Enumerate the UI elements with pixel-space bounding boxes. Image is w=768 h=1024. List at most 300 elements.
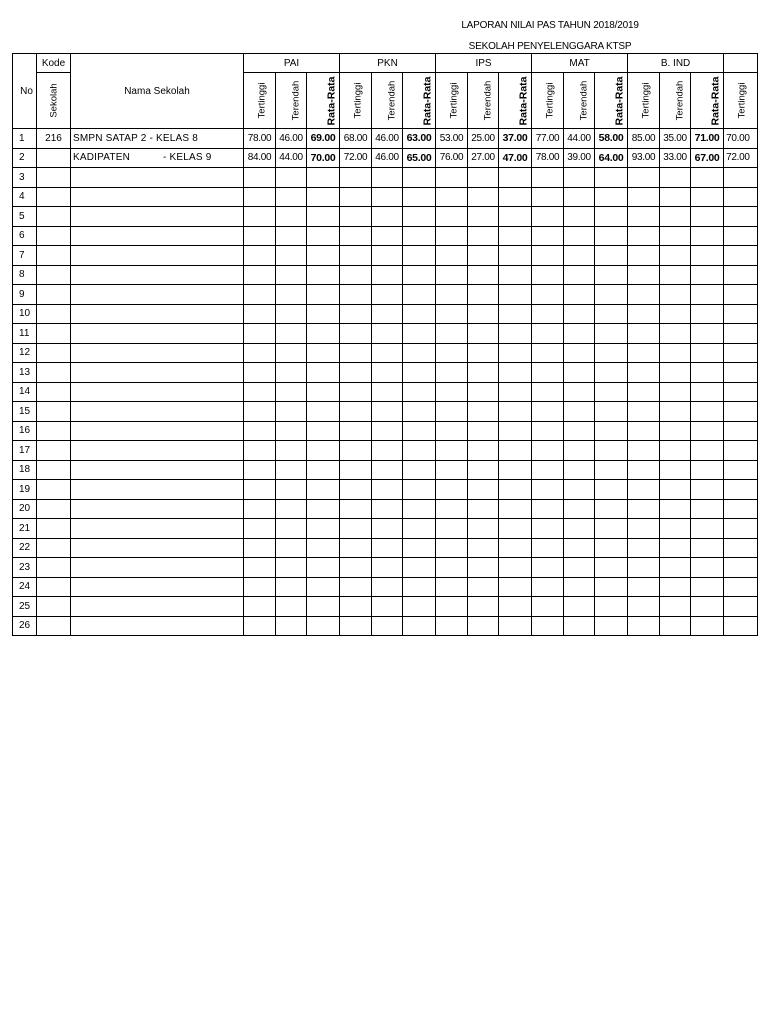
empty-cell (660, 226, 691, 246)
header-terendah: Terendah (276, 73, 307, 129)
average-value: 63.00 (403, 129, 436, 149)
table-row (13, 499, 758, 519)
row-number: 9 (13, 285, 37, 305)
empty-cell (628, 519, 660, 539)
empty-cell (628, 577, 660, 597)
empty-cell (71, 538, 244, 558)
empty-cell (499, 324, 532, 344)
empty-cell (628, 246, 660, 266)
empty-cell (595, 265, 628, 285)
empty-cell (595, 480, 628, 500)
header-rata: Rata-Rata (499, 73, 532, 129)
header-nama-sekolah: Nama Sekolah (71, 54, 244, 129)
grades-table (12, 53, 758, 636)
empty-cell (244, 246, 276, 266)
empty-cell (595, 558, 628, 578)
empty-cell (724, 324, 758, 344)
empty-cell (468, 168, 499, 188)
empty-cell (244, 597, 276, 617)
empty-cell (724, 421, 758, 441)
row-number: 24 (13, 577, 37, 597)
table-row (13, 285, 758, 305)
lowest-value: 27.00 (468, 148, 499, 168)
lowest-value: 44.00 (276, 148, 307, 168)
empty-cell (372, 265, 403, 285)
empty-cell (499, 343, 532, 363)
empty-cell (340, 207, 372, 227)
empty-cell (276, 480, 307, 500)
empty-cell (244, 304, 276, 324)
empty-cell (660, 460, 691, 480)
empty-cell (244, 382, 276, 402)
empty-cell (372, 207, 403, 227)
empty-cell (403, 207, 436, 227)
header-tertinggi: Tertinggi (436, 73, 468, 129)
empty-cell (595, 343, 628, 363)
empty-cell (595, 285, 628, 305)
empty-cell (403, 363, 436, 383)
empty-cell (660, 558, 691, 578)
row-number: 18 (13, 460, 37, 480)
empty-cell (71, 402, 244, 422)
empty-cell (499, 480, 532, 500)
empty-cell (564, 538, 595, 558)
table-row (13, 519, 758, 539)
empty-cell (724, 304, 758, 324)
table-row (13, 616, 758, 636)
empty-cell (564, 402, 595, 422)
average-value: 70.00 (307, 148, 340, 168)
empty-cell (307, 480, 340, 500)
empty-cell (468, 207, 499, 227)
empty-cell (244, 480, 276, 500)
empty-cell (468, 577, 499, 597)
empty-cell (628, 285, 660, 305)
empty-cell (724, 265, 758, 285)
highest-value: 53.00 (436, 129, 468, 149)
empty-cell (628, 207, 660, 227)
table-row (13, 148, 758, 168)
header-terendah: Terendah (468, 73, 499, 129)
empty-cell (595, 441, 628, 461)
empty-cell (372, 558, 403, 578)
empty-cell (468, 246, 499, 266)
empty-cell (628, 226, 660, 246)
empty-cell (244, 421, 276, 441)
empty-cell (307, 402, 340, 422)
empty-cell (595, 402, 628, 422)
lowest-value: 46.00 (372, 129, 403, 149)
table-row (13, 304, 758, 324)
empty-cell (403, 460, 436, 480)
empty-cell (403, 577, 436, 597)
highest-value: 78.00 (532, 148, 564, 168)
empty-cell (564, 265, 595, 285)
empty-cell (71, 421, 244, 441)
empty-cell (307, 519, 340, 539)
empty-cell (499, 441, 532, 461)
lowest-value: 46.00 (372, 148, 403, 168)
empty-cell (691, 538, 724, 558)
empty-cell (71, 460, 244, 480)
empty-cell (532, 480, 564, 500)
row-number: 22 (13, 538, 37, 558)
average-value: 37.00 (499, 129, 532, 149)
empty-cell (340, 519, 372, 539)
empty-cell (724, 499, 758, 519)
empty-cell (564, 441, 595, 461)
empty-cell (691, 207, 724, 227)
row-number: 2 (13, 148, 37, 168)
empty-cell (468, 460, 499, 480)
empty-cell (564, 460, 595, 480)
empty-cell (71, 499, 244, 519)
empty-cell (276, 577, 307, 597)
empty-cell (691, 577, 724, 597)
empty-cell (660, 285, 691, 305)
empty-cell (244, 402, 276, 422)
empty-cell (468, 226, 499, 246)
empty-cell (628, 402, 660, 422)
empty-cell (37, 519, 71, 539)
school-code: 216 (37, 129, 71, 149)
school-name: KADIPATEN - KELAS 9 (71, 148, 244, 168)
empty-cell (691, 519, 724, 539)
empty-cell (564, 343, 595, 363)
empty-cell (37, 187, 71, 207)
row-number: 5 (13, 207, 37, 227)
empty-cell (307, 265, 340, 285)
empty-cell (691, 402, 724, 422)
empty-cell (628, 558, 660, 578)
empty-cell (595, 304, 628, 324)
empty-cell (532, 558, 564, 578)
average-value: 71.00 (691, 129, 724, 149)
empty-cell (724, 382, 758, 402)
empty-cell (71, 382, 244, 402)
empty-cell (37, 285, 71, 305)
empty-cell (71, 441, 244, 461)
empty-cell (660, 207, 691, 227)
empty-cell (71, 168, 244, 188)
empty-cell (244, 207, 276, 227)
row-number: 16 (13, 421, 37, 441)
empty-cell (564, 421, 595, 441)
highest-value: 72.00 (724, 148, 758, 168)
empty-cell (595, 519, 628, 539)
empty-cell (436, 460, 468, 480)
empty-cell (564, 382, 595, 402)
empty-cell (244, 558, 276, 578)
empty-cell (436, 285, 468, 305)
empty-cell (691, 265, 724, 285)
empty-cell (276, 207, 307, 227)
empty-cell (468, 480, 499, 500)
report-title: LAPORAN NILAI PAS TAHUN 2018/2019 (461, 20, 639, 31)
empty-cell (532, 402, 564, 422)
empty-cell (499, 187, 532, 207)
empty-cell (71, 343, 244, 363)
empty-cell (628, 480, 660, 500)
empty-cell (724, 343, 758, 363)
empty-cell (499, 538, 532, 558)
empty-cell (660, 519, 691, 539)
empty-cell (436, 363, 468, 383)
empty-cell (403, 421, 436, 441)
empty-cell (372, 480, 403, 500)
empty-cell (595, 460, 628, 480)
header-rata: Rata-Rata (691, 73, 724, 129)
empty-cell (564, 558, 595, 578)
empty-cell (436, 246, 468, 266)
header-tertinggi: Tertinggi (724, 73, 758, 129)
empty-cell (660, 538, 691, 558)
empty-cell (372, 168, 403, 188)
empty-cell (307, 538, 340, 558)
header-subject-ips: IPS (436, 54, 532, 73)
empty-cell (564, 207, 595, 227)
empty-cell (276, 499, 307, 519)
empty-cell (372, 421, 403, 441)
empty-cell (340, 460, 372, 480)
empty-cell (340, 343, 372, 363)
empty-cell (595, 616, 628, 636)
header-tertinggi: Tertinggi (340, 73, 372, 129)
empty-cell (37, 226, 71, 246)
header-subject-pai: PAI (244, 54, 340, 73)
empty-cell (660, 382, 691, 402)
empty-cell (468, 304, 499, 324)
empty-cell (276, 246, 307, 266)
empty-cell (276, 343, 307, 363)
empty-cell (499, 246, 532, 266)
empty-cell (403, 265, 436, 285)
empty-cell (403, 226, 436, 246)
average-value: 64.00 (595, 148, 628, 168)
empty-cell (628, 499, 660, 519)
table-row (13, 207, 758, 227)
empty-cell (564, 168, 595, 188)
empty-cell (436, 304, 468, 324)
empty-cell (564, 304, 595, 324)
empty-cell (724, 480, 758, 500)
empty-cell (276, 382, 307, 402)
table-row (13, 265, 758, 285)
header-subject-mat: MAT (532, 54, 628, 73)
table-row (13, 343, 758, 363)
row-number: 8 (13, 265, 37, 285)
empty-cell (403, 499, 436, 519)
empty-cell (340, 616, 372, 636)
empty-cell (499, 363, 532, 383)
header-tertinggi: Tertinggi (244, 73, 276, 129)
table-row (13, 324, 758, 344)
empty-cell (372, 285, 403, 305)
empty-cell (244, 616, 276, 636)
row-number: 13 (13, 363, 37, 383)
empty-cell (307, 187, 340, 207)
empty-cell (340, 538, 372, 558)
row-number: 26 (13, 616, 37, 636)
empty-cell (532, 226, 564, 246)
row-number: 17 (13, 441, 37, 461)
empty-cell (403, 187, 436, 207)
empty-cell (436, 382, 468, 402)
empty-cell (532, 304, 564, 324)
table-row (13, 597, 758, 617)
lowest-value: 25.00 (468, 129, 499, 149)
highest-value: 72.00 (340, 148, 372, 168)
empty-cell (436, 577, 468, 597)
empty-cell (340, 246, 372, 266)
empty-cell (660, 616, 691, 636)
empty-cell (37, 480, 71, 500)
empty-cell (37, 246, 71, 266)
empty-cell (724, 168, 758, 188)
empty-cell (403, 285, 436, 305)
empty-cell (307, 168, 340, 188)
table-row (13, 187, 758, 207)
table-row (13, 226, 758, 246)
row-number: 25 (13, 597, 37, 617)
empty-cell (372, 343, 403, 363)
empty-cell (244, 324, 276, 344)
table-row (13, 246, 758, 266)
average-value: 58.00 (595, 129, 628, 149)
empty-cell (691, 616, 724, 636)
empty-cell (244, 363, 276, 383)
empty-cell (564, 324, 595, 344)
empty-cell (436, 343, 468, 363)
empty-cell (436, 558, 468, 578)
empty-cell (499, 265, 532, 285)
average-value: 47.00 (499, 148, 532, 168)
empty-cell (37, 441, 71, 461)
empty-cell (276, 304, 307, 324)
header-rata: Rata-Rata (403, 73, 436, 129)
empty-cell (403, 538, 436, 558)
row-number: 4 (13, 187, 37, 207)
empty-cell (691, 421, 724, 441)
empty-cell (468, 597, 499, 617)
empty-cell (724, 363, 758, 383)
empty-cell (691, 343, 724, 363)
empty-cell (628, 343, 660, 363)
empty-cell (499, 304, 532, 324)
empty-cell (532, 519, 564, 539)
empty-cell (37, 207, 71, 227)
empty-cell (372, 226, 403, 246)
empty-cell (37, 616, 71, 636)
empty-cell (468, 402, 499, 422)
row-number: 23 (13, 558, 37, 578)
empty-cell (71, 187, 244, 207)
empty-cell (564, 480, 595, 500)
empty-cell (244, 519, 276, 539)
empty-cell (691, 558, 724, 578)
empty-cell (436, 480, 468, 500)
header-subject-bind: B. IND (628, 54, 724, 73)
empty-cell (436, 207, 468, 227)
empty-cell (340, 499, 372, 519)
header-subject-pkn: PKN (340, 54, 436, 73)
empty-cell (468, 285, 499, 305)
empty-cell (71, 265, 244, 285)
empty-cell (499, 597, 532, 617)
empty-cell (307, 577, 340, 597)
empty-cell (628, 538, 660, 558)
empty-cell (244, 441, 276, 461)
empty-cell (660, 597, 691, 617)
table-row (13, 382, 758, 402)
empty-cell (468, 441, 499, 461)
table-row (13, 363, 758, 383)
lowest-value: 35.00 (660, 129, 691, 149)
empty-cell (37, 460, 71, 480)
empty-cell (307, 285, 340, 305)
lowest-value: 39.00 (564, 148, 595, 168)
empty-cell (403, 382, 436, 402)
empty-cell (564, 519, 595, 539)
empty-cell (403, 304, 436, 324)
empty-cell (499, 402, 532, 422)
empty-cell (37, 597, 71, 617)
empty-cell (276, 441, 307, 461)
highest-value: 76.00 (436, 148, 468, 168)
empty-cell (276, 421, 307, 441)
row-number: 15 (13, 402, 37, 422)
empty-cell (436, 421, 468, 441)
empty-cell (499, 460, 532, 480)
empty-cell (691, 363, 724, 383)
empty-cell (660, 168, 691, 188)
empty-cell (532, 441, 564, 461)
empty-cell (403, 597, 436, 617)
empty-cell (436, 187, 468, 207)
empty-cell (499, 499, 532, 519)
empty-cell (724, 226, 758, 246)
empty-cell (244, 285, 276, 305)
empty-cell (71, 226, 244, 246)
empty-cell (71, 304, 244, 324)
empty-cell (532, 246, 564, 266)
empty-cell (628, 304, 660, 324)
empty-cell (403, 402, 436, 422)
empty-cell (660, 324, 691, 344)
row-number: 20 (13, 499, 37, 519)
empty-cell (468, 558, 499, 578)
average-value: 69.00 (307, 129, 340, 149)
empty-cell (724, 246, 758, 266)
empty-cell (276, 616, 307, 636)
school-name: SMPN SATAP 2 - KELAS 8 (71, 129, 244, 149)
empty-cell (691, 226, 724, 246)
highest-value: 70.00 (724, 129, 758, 149)
empty-cell (595, 246, 628, 266)
row-number: 12 (13, 343, 37, 363)
empty-cell (403, 616, 436, 636)
empty-cell (724, 441, 758, 461)
empty-cell (307, 460, 340, 480)
empty-cell (340, 324, 372, 344)
empty-cell (660, 246, 691, 266)
empty-cell (340, 597, 372, 617)
empty-cell (276, 265, 307, 285)
empty-cell (340, 363, 372, 383)
empty-cell (628, 265, 660, 285)
empty-cell (372, 616, 403, 636)
table-row (13, 460, 758, 480)
